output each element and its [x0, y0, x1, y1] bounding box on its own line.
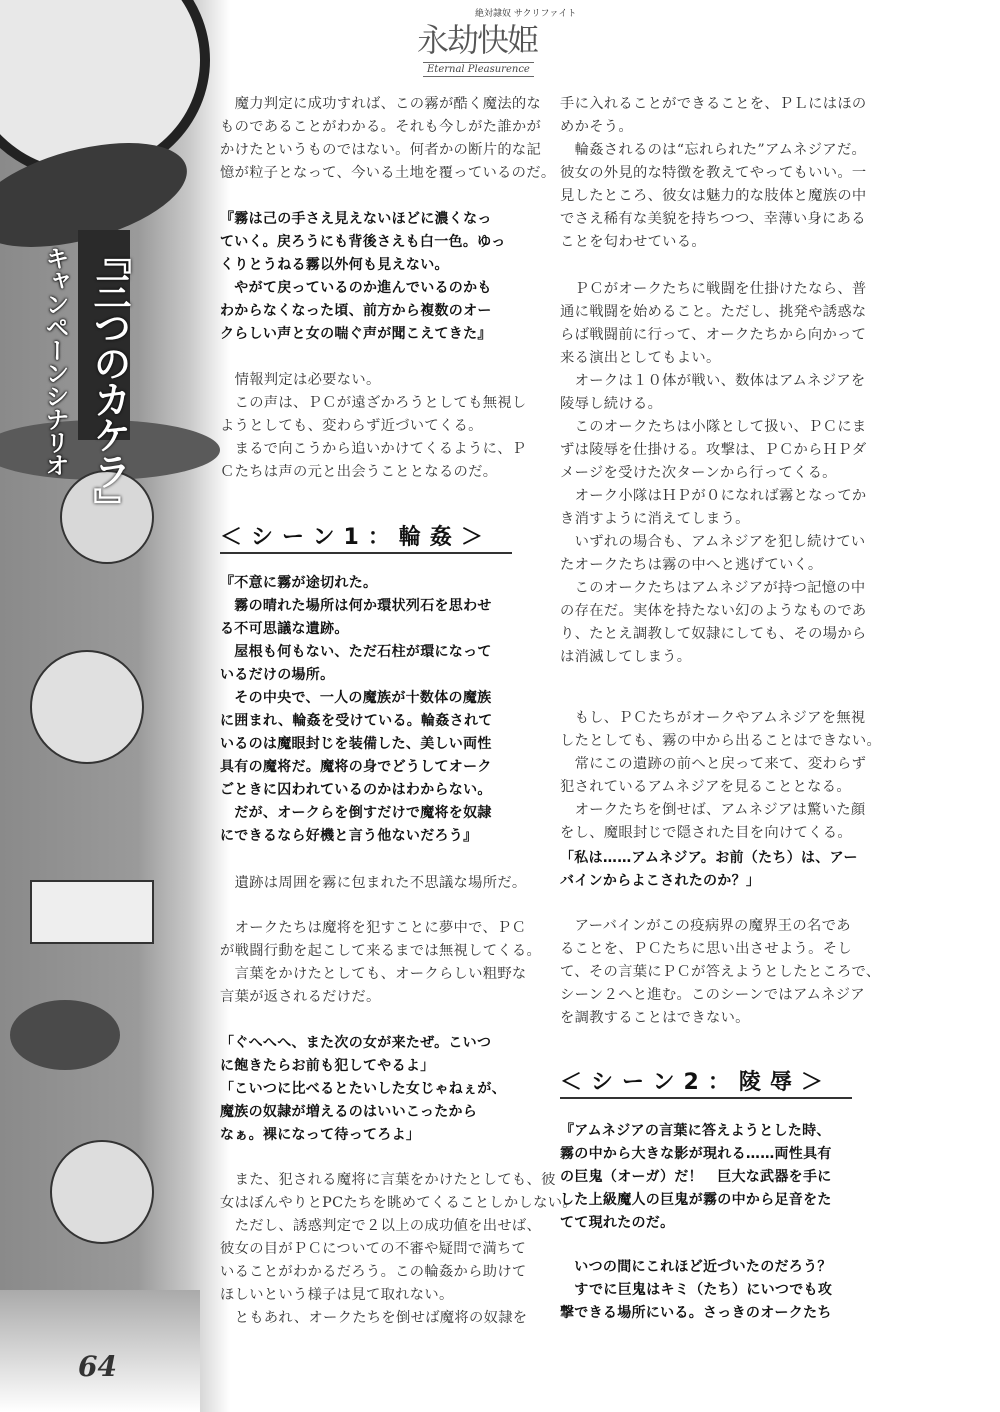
text-line: オークたちを倒せば、アムネジアは驚いた顔 — [560, 802, 866, 818]
text-line: だが、オークらを倒すだけで魔将を奴隷 — [220, 805, 492, 821]
book-logo — [415, 8, 595, 90]
text-line: 通に戦闘を始めること。ただし、挑発や誘惑な — [560, 304, 867, 320]
tiger-character-illustration — [30, 650, 144, 764]
text-line: 屋根も何もない、ただ石柱が環になって — [220, 644, 492, 660]
text-line: ことを匂わせている。 — [560, 234, 706, 250]
text-line: 彼女の外見的な特徴を教えてやってもいい。一 — [560, 165, 867, 181]
logo-title: 永劫快姫 — [417, 21, 538, 59]
text-line: ごときに囚われているのかはわからない。 — [220, 782, 492, 798]
text-line: 犯されているアムネジアを見ることとなる。 — [560, 779, 851, 795]
body-paragraph — [220, 872, 527, 895]
dragon-illustration — [10, 1000, 120, 1070]
text-line: ることを、ＰＣたちに思い出させよう。そし — [560, 941, 852, 957]
text-line: り、たとえ調教して奴隷にしても、その場から — [560, 626, 867, 642]
text-line: の存在だ。実体を持たない幻のようなものであ — [560, 603, 867, 619]
text-line: なぁ。裸になって待ってろよ」 — [220, 1127, 421, 1143]
text-line: 遺跡は周囲を霧に包まれた不思議な場所だ。 — [220, 875, 527, 891]
body-paragraph — [220, 917, 542, 1009]
text-line: このオークたちはアムネジアが持つ記憶の中 — [560, 580, 866, 596]
scene-heading: ＜シーン2：陵辱＞ — [560, 1071, 852, 1099]
text-line: オークは１０体が戦い、数体はアムネジアを — [560, 373, 866, 389]
text-line: ものであることがわかる。それも今しがた誰かが — [220, 119, 542, 135]
body-paragraph — [560, 707, 882, 845]
text-line: 憶が粒子となって、今いる土地を覆っているのだ。 — [220, 165, 556, 181]
text-line: オーク小隊はＨＰが０になれば霧となってか — [560, 488, 867, 504]
text-line: いるのは魔眼封じを装備した、美しい両性 — [220, 736, 492, 752]
text-line: 魔力判定に成功すれば、この霧が酷く魔法的な — [220, 96, 542, 112]
text-line: ようとしても、変わらず近づいてくる。 — [220, 418, 483, 434]
sidebar-illustration — [0, 0, 230, 1412]
text-line: また、犯される魔将に言葉をかけたとしても、彼 — [220, 1172, 556, 1188]
text-line: が戦闘行動を起こして来るまでは無視してくる。 — [220, 943, 542, 959]
body-paragraph — [220, 1169, 577, 1330]
text-line: いずれの場合も、アムネジアを犯し続けてい — [560, 534, 866, 550]
text-line: もし、ＰＣたちがオークやアムネジアを無視 — [560, 710, 866, 726]
text-line: 具有の魔将だ。魔将の身でどうしてオーク — [220, 759, 492, 775]
text-line: メージを受けた次ターンから行ってくる。 — [560, 465, 837, 481]
text-line: ていく。戻ろうにも背後さえも白一色。ゆっ — [220, 234, 506, 250]
text-line: いることがわかるだろう。この輪姦から助けて — [220, 1264, 527, 1280]
text-line: その中央で、一人の魔族が十数体の魔族 — [220, 690, 492, 706]
text-line: 『霧は己の手さえ見えないほどに濃くなっ — [220, 211, 492, 227]
text-line: 彼女の目がＰＣについての不審や疑問で満ちて — [220, 1241, 527, 1257]
text-line: このオークたちは小隊として扱い、ＰＣにま — [560, 419, 867, 435]
text-line: した上級魔人の巨鬼が霧の中から足音をた — [560, 1192, 832, 1208]
body-paragraph — [220, 369, 527, 484]
text-line: 輪姦されるのは“忘れられた”アムネジアだ。 — [560, 142, 867, 158]
text-line: したとしても、霧の中から出ることはできない。 — [560, 733, 882, 749]
text-line: クらしい声と女の喘ぐ声が聞こえてきた』 — [220, 326, 492, 342]
text-line: 「ぐへへへ、また次の女が来たぜ。こいつ — [220, 1035, 492, 1051]
text-line: バインからよこされたのか？」 — [560, 873, 761, 889]
text-line: この声は、ＰＣが遠ざかろうとしても無視し — [220, 395, 527, 411]
text-line: Ｃたちは声の元と出会うこととなるのだ。 — [220, 464, 498, 480]
text-line: 陵辱し続ける。 — [560, 396, 663, 412]
text-line: 『不意に霧が途切れた。 — [220, 575, 378, 591]
text-line: 言葉が返されるだけだ。 — [220, 989, 381, 1005]
text-line: らば戦闘前に行って、オークたちから向かって — [560, 327, 867, 343]
text-line: てて現れたのだ。 — [560, 1215, 675, 1231]
scenario-title: 『三つのカケラ』 — [87, 236, 131, 524]
text-line: でさえ稀有な美貌を持ちつつ、幸薄い身にある — [560, 211, 866, 227]
text-line: に囲まれ、輪姦を受けている。輪姦されて — [220, 713, 493, 729]
text-line: 撃できる場所にいる。さっきのオークたち — [560, 1305, 832, 1321]
text-line: ともあれ、オークたちを倒せば魔将の奴隷を — [220, 1310, 528, 1326]
text-line: 言葉をかけたとしても、オークらしい粗野な — [220, 966, 527, 982]
text-line: は消滅してしまう。 — [560, 649, 692, 665]
text-line: て、その言葉にＰＣが答えようとしたところで、 — [560, 964, 881, 980]
logo-subtitle: 絶対隷奴 サクリファイト — [475, 9, 577, 19]
boxed-narration — [220, 208, 520, 346]
text-line: わからなくなった頃、前方から複数のオー — [220, 303, 492, 319]
boxed-narration — [560, 847, 860, 893]
text-line: 女はぼんやりとPCたちを眺めてくることしかしない。 — [220, 1195, 577, 1211]
text-line: くりとうねる霧以外何も見えない。 — [220, 257, 449, 273]
text-line: 来る演出としてもよい。 — [560, 350, 721, 366]
text-line: 見したところ、彼女は魅力的な肢体と魔族の中 — [560, 188, 867, 204]
text-line: まるで向こうから追いかけてくるように、Ｐ — [220, 441, 527, 457]
boxed-narration — [560, 1256, 860, 1325]
text-line: に飽きたらお前も犯してやるよ」 — [220, 1058, 435, 1074]
body-paragraph — [560, 93, 867, 254]
character-illustration — [50, 1140, 154, 1244]
text-line: たオークたちは霧の中へと逃げていく。 — [560, 557, 823, 573]
text-line: をし、魔眼封じで隠された目を向けてくる。 — [560, 825, 852, 841]
text-line: いるだけの場所。 — [220, 667, 335, 683]
text-line: 常にこの遺跡の前へと戻って来て、変わらず — [560, 756, 867, 772]
text-line: 「こいつに比べるとたいした女じゃねぇが、 — [220, 1081, 506, 1097]
text-line: オークたちは魔将を犯すことに夢中で、ＰＣ — [220, 920, 527, 936]
body-paragraph — [560, 278, 867, 669]
text-line: 情報判定は必要ない。 — [220, 372, 381, 388]
text-line: シーン２へと進む。このシーンではアムネジア — [560, 987, 865, 1003]
boxed-narration — [220, 572, 520, 848]
text-line: る不可思議な遺跡。 — [220, 621, 349, 637]
logo-english: Eternal Pleasurence — [423, 62, 534, 77]
scene-heading: ＜シーン1：輪姦＞ — [220, 526, 512, 554]
text-line: かけたというものではない。何者かの断片的な記 — [220, 142, 542, 158]
body-paragraph — [560, 915, 881, 1030]
text-line: の巨鬼（オーガ）だ！ 巨大な武器を手に — [560, 1169, 832, 1185]
body-paragraph — [220, 93, 556, 185]
text-line: いつの間にこれほど近づいたのだろう？ — [560, 1259, 832, 1275]
text-line: き消すように消えてしまう。 — [560, 511, 750, 527]
text-line: ずは陵辱を仕掛ける。攻撃は、ＰＣからＨＰダ — [560, 442, 867, 458]
text-line: やがて戻っているのか進んでいるのかも — [220, 280, 492, 296]
text-line: ほしいという様子は見て取れない。 — [220, 1287, 454, 1303]
boxed-narration — [220, 1032, 520, 1147]
text-line: 魔族の奴隷が増えるのはいいこったから — [220, 1104, 478, 1120]
text-line: を調教することはできない。 — [560, 1010, 750, 1026]
text-line: 「私は……アムネジア。お前（たち）は、アー — [560, 850, 858, 866]
castle-wall-illustration — [30, 880, 154, 944]
text-line: ＰＣがオークたちに戦闘を仕掛けたなら、普 — [560, 281, 867, 297]
boxed-narration — [560, 1120, 860, 1235]
text-line: ただし、誘惑判定で２以上の成功値を出せば、 — [220, 1218, 542, 1234]
text-line: アーバインがこの疫病界の魔界王の名であ — [560, 918, 851, 934]
text-line: にできるなら好機と言う他ないだろう』 — [220, 828, 478, 844]
page-number: 64 — [78, 1350, 117, 1383]
text-line: 『アムネジアの言葉に答えようとした時、 — [560, 1123, 831, 1139]
text-line: 霧の中から大きな影が現れる……両性具有 — [560, 1146, 832, 1162]
scenario-subtitle: キャンペーンシナリオ — [41, 246, 69, 476]
text-line: めかそう。 — [560, 119, 633, 135]
text-line: すでに巨鬼はキミ（たち）にいつでも攻 — [560, 1282, 833, 1298]
text-line: 霧の晴れた場所は何か環状列石を思わせ — [220, 598, 492, 614]
text-line: 手に入れることができることを、ＰＬにはほの — [560, 96, 867, 112]
